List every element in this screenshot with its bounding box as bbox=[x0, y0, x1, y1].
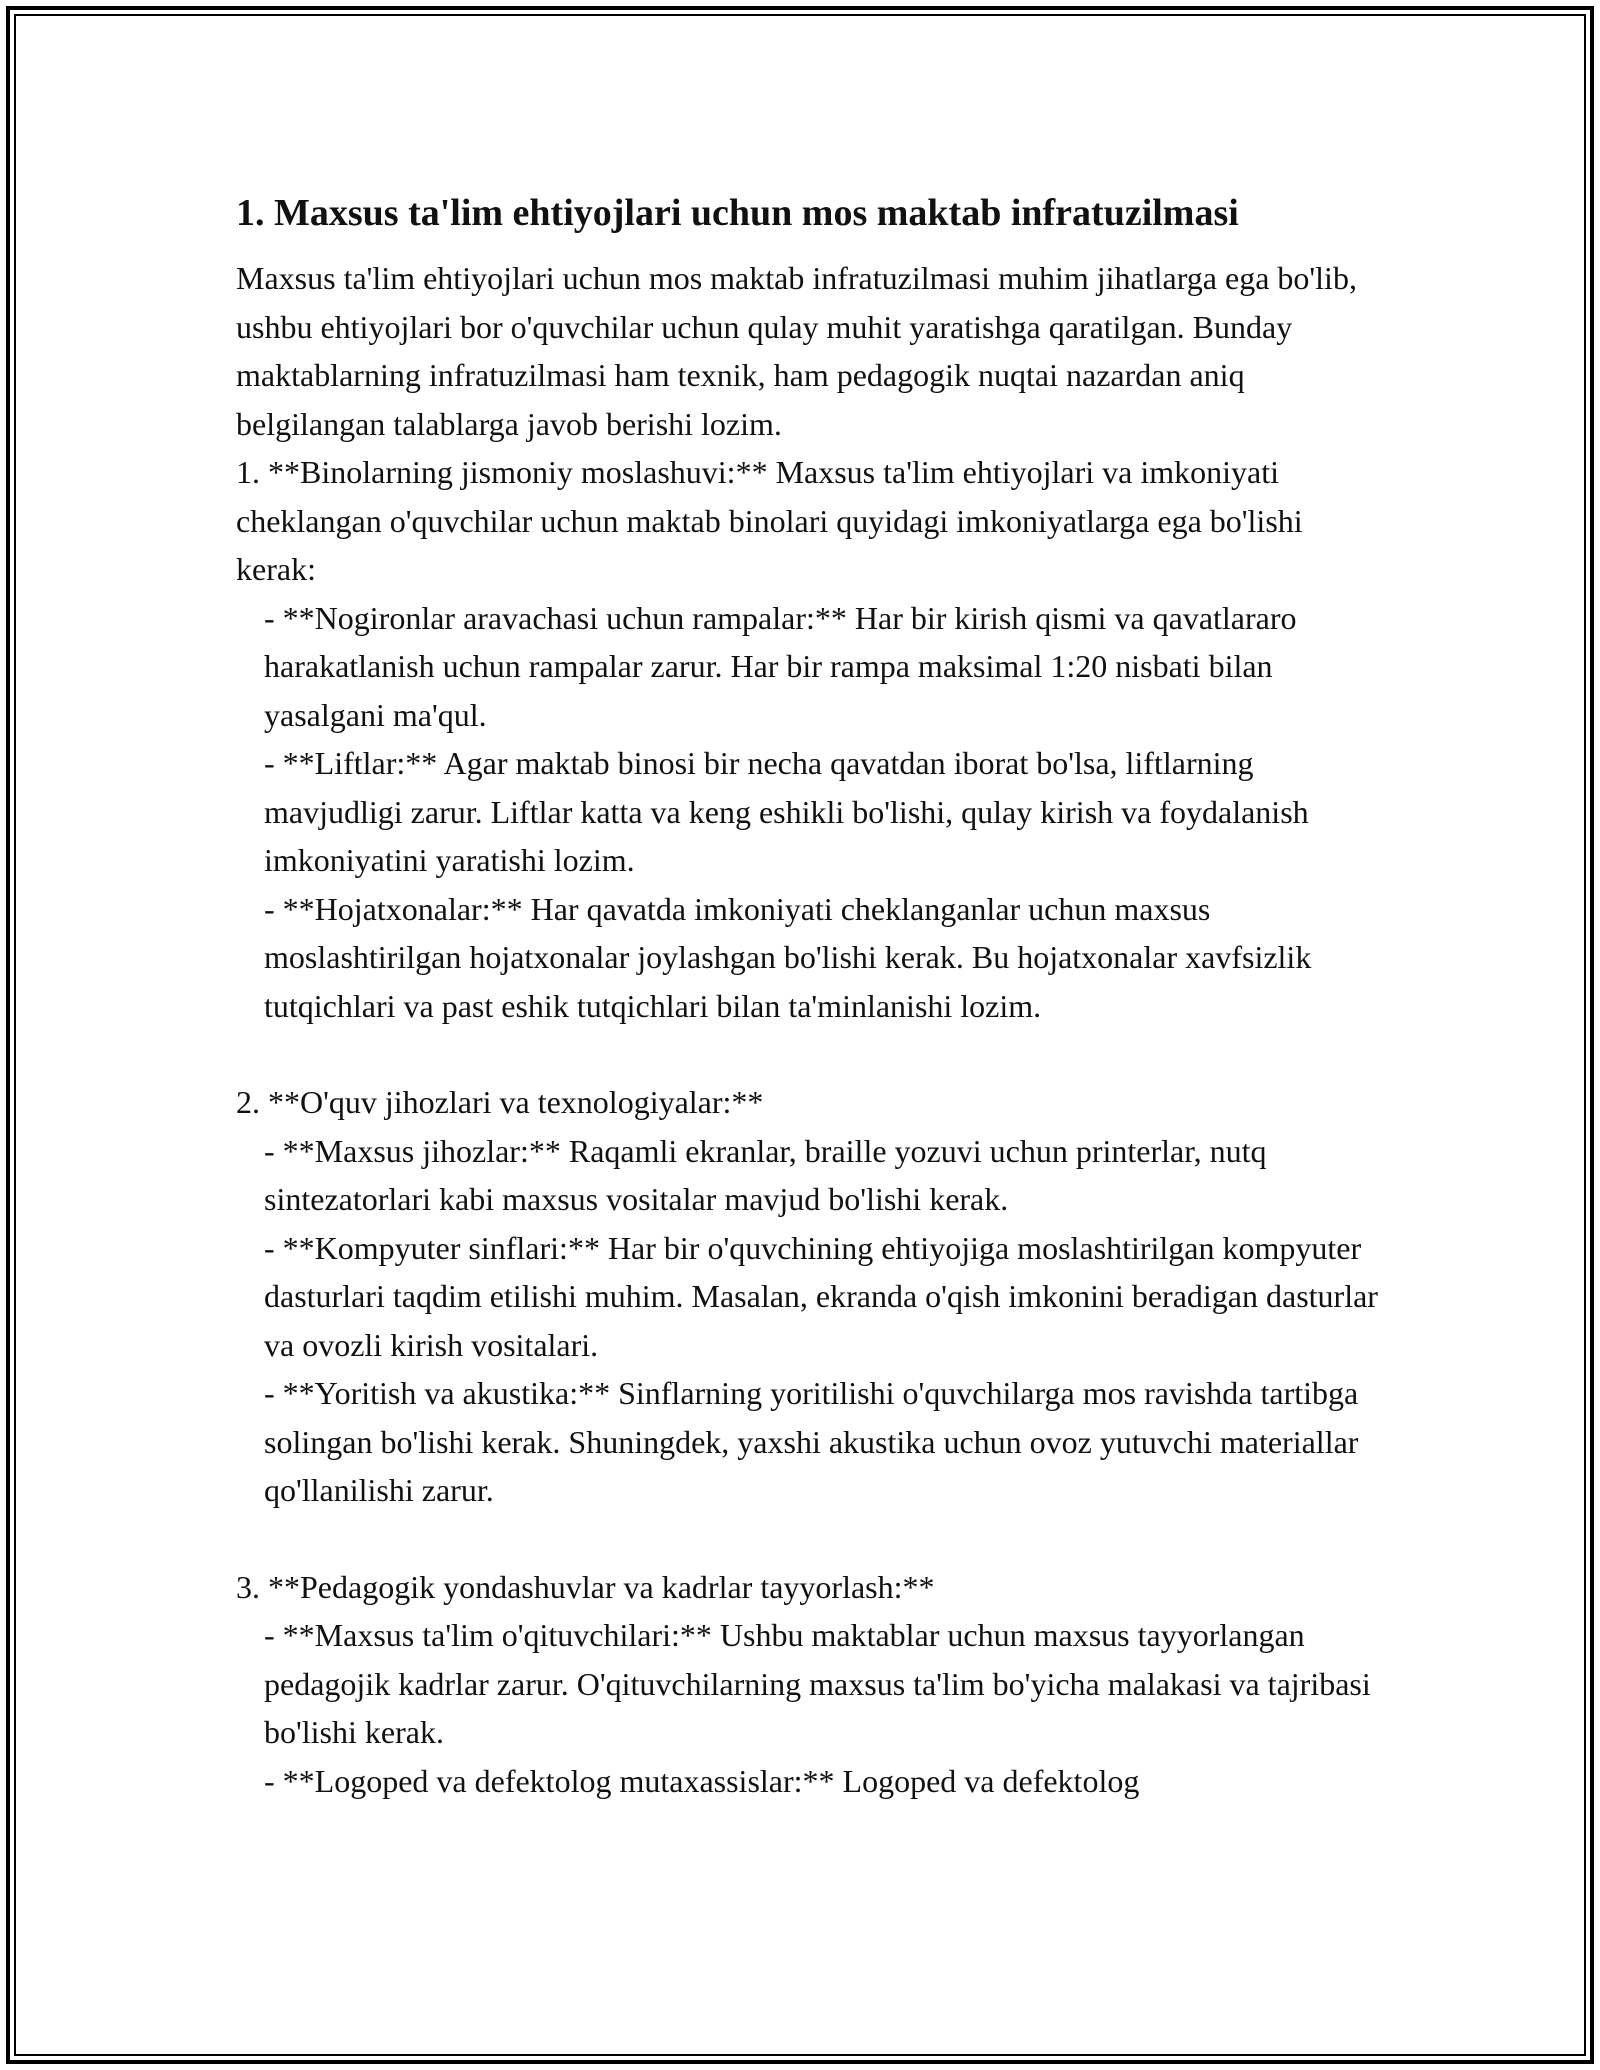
list-item: - **Liftlar:** Agar maktab binosi bir necha qavatdan iborat bo'lsa, liftlarning mavjudligi zarur. Liftlar katta va keng eshikli bo'lishi, qulay kirish va foydalanish imkoniyatini yaratishi lozim. bbox=[264, 745, 1317, 878]
list-item: - **Nogironlar aravachasi uchun rampalar:** Har bir kirish qismi va qavatlararo harakatlanish uchun rampalar zarur. Har bir rampa maksimal 1:20 nisbati bilan yasalgani ma'qul. bbox=[264, 599, 1305, 733]
section-2 bbox=[236, 1078, 1386, 1515]
list-item: - **Maxsus ta'lim o'qituvchilari:** Ushbu maktablar uchun maxsus tayyorlangan pedagojik kadrlar zarur. O'qituvchilarning maxsus ta'lim bo'yicha malakasi va tajribasi bo'lishi kerak. bbox=[264, 1617, 1379, 1750]
section-heading: 1. **Binolarning jismoniy moslashuvi:** Maxsus ta'lim ehtiyojlari va imkoniyati cheklangan o'quvchilar uchun maktab binolari quyidagi imkoniyatlarga ega bo'lishi kerak: bbox=[236, 454, 1311, 587]
list-item: - **Kompyuter sinflari:** Har bir o'quvchining ehtiyojiga moslashtirilgan kompyuter dasturlari taqdim etilishi muhim. Masalan, ekranda o'qish imkonini beradigan dasturlar va ovozli kirish vositalari. bbox=[264, 1229, 1386, 1363]
document-title: 1. Maxsus ta'lim ehtiyojlari uchun mos maktab infratuzilmasi bbox=[236, 192, 1239, 234]
section-heading: 2. **O'quv jihozlari va texnologiyalar:** bbox=[236, 1084, 764, 1120]
list-item: - **Logoped va defektolog mutaxassislar:** Logoped va defektolog bbox=[264, 1762, 1140, 1799]
section-1 bbox=[236, 448, 1386, 1030]
section-3 bbox=[236, 1563, 1386, 1806]
list-item: - **Maxsus jihozlar:** Raqamli ekranlar, braille yozuvi uchun printerlar, nutq sintezatorlari kabi maxsus vositalar mavjud bo'lishi kerak. bbox=[264, 1132, 1275, 1217]
intro-paragraph: Maxsus ta'lim ehtiyojlari uchun mos maktab infratuzilmasi muhim jihatlarga ega bo'lib, ushbu ehtiyojlari bor o'quvchilar uchun qulay muhit yaratishga qaratilgan. Bunday maktablarning infratuzilmasi ham texnik, ham pedagogik nuqtai nazardan aniq belgilangan talablarga javob berishi lozim. bbox=[236, 260, 1365, 442]
section-heading: 3. **Pedagogik yondashuvlar va kadrlar tayyorlash:** bbox=[236, 1568, 935, 1605]
list-item: - **Hojatxonalar:** Har qavatda imkoniyati cheklanganlar uchun maxsus moslashtirilgan hojatxonalar joylashgan bo'lishi kerak. Bu hojatxonalar xavfsizlik tutqichlari va past eshik tutqichlari bilan ta'minlanishi lozim. bbox=[264, 890, 1320, 1024]
document-body bbox=[236, 188, 1386, 1853]
list-item: - **Yoritish va akustika:** Sinflarning yoritilishi o'quvchilarga mos ravishda tartibga solingan bo'lishi kerak. Shuningdek, yaxshi akustika uchun ovoz yutuvchi materiallar qo'llanilishi zarur. bbox=[264, 1375, 1367, 1508]
